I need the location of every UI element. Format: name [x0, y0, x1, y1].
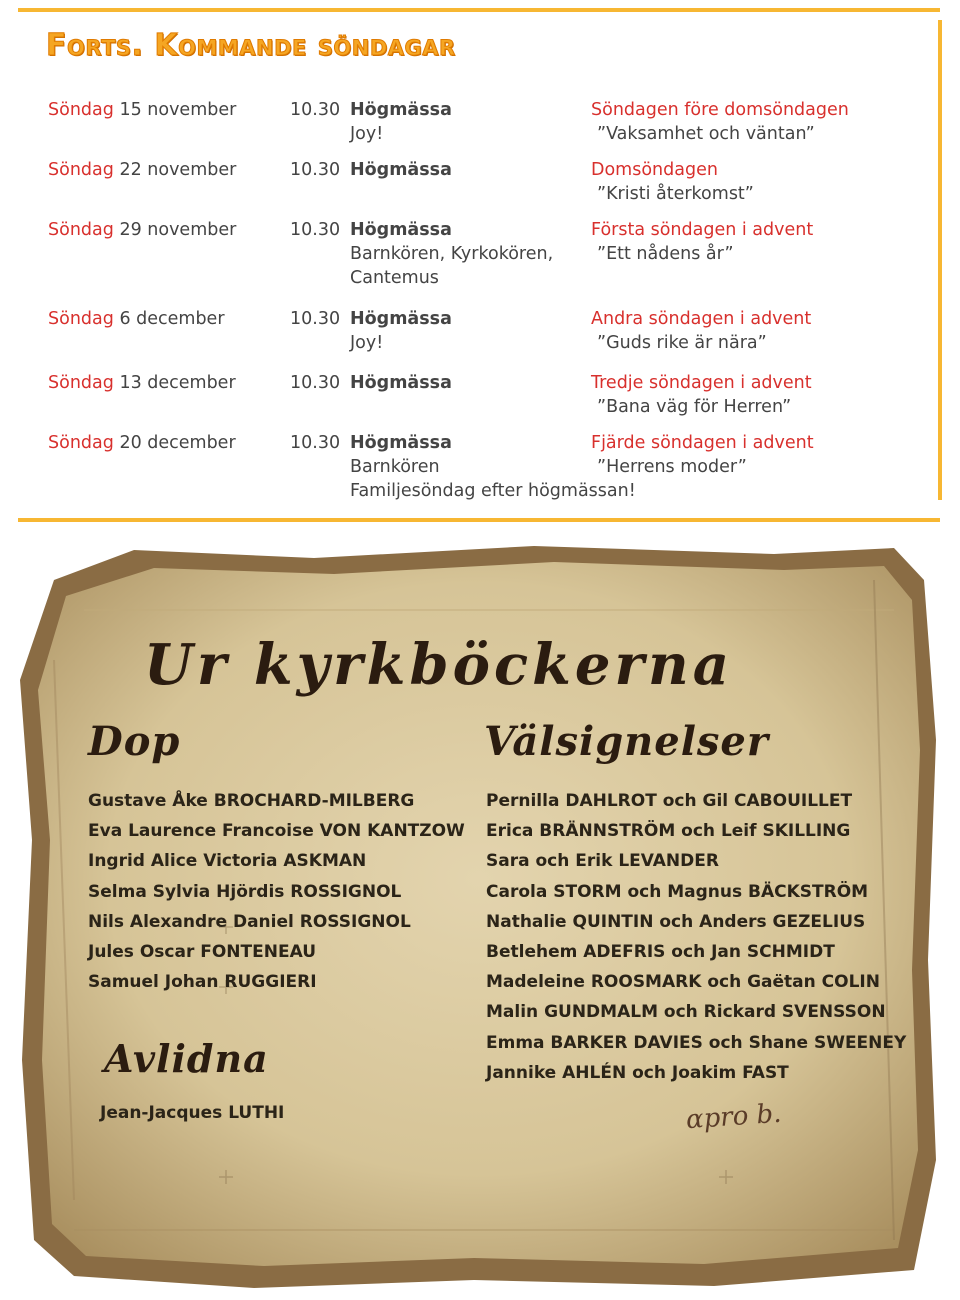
theme-name: Tredje söndagen i advent: [591, 373, 812, 393]
service-info: [350, 218, 553, 290]
name-entry: Nils Alexandre Daniel ROSSIGNOL: [88, 911, 411, 932]
date-value: 6 december: [119, 309, 225, 329]
service-time: 10.30: [290, 433, 341, 453]
date-value: 15 november: [119, 100, 237, 120]
day-name: Söndag: [48, 220, 114, 240]
parish-records-title: Ur kyrkböckerna: [144, 632, 734, 698]
dop-heading: Dop: [88, 718, 181, 765]
name-entry: Pernilla DAHLROT och Gil CABOUILLET: [486, 791, 853, 811]
sunday-theme: [591, 158, 754, 206]
name-entry: Nathalie QUINTIN och Anders GEZELIUS: [486, 911, 866, 932]
theme-motto: ”Bana väg för Herren”: [597, 397, 792, 417]
sunday-theme: [591, 218, 813, 266]
name-entry: Erica BRÄNNSTRÖM och Leif SKILLING: [486, 821, 851, 842]
sunday-theme: [591, 98, 849, 146]
valsignelser-heading: Välsignelser: [484, 718, 769, 765]
name-entry: Samuel Johan RUGGIERI: [88, 972, 317, 993]
date-value: 20 december: [119, 433, 236, 453]
parchment-panel: [14, 540, 942, 1292]
name-entry: Betlehem ADEFRIS och Jan SCHMIDT: [486, 941, 835, 962]
dop-list: [88, 786, 465, 997]
service-note: Barnkören: [350, 457, 440, 477]
service-info: [350, 158, 452, 182]
theme-name: Fjärde söndagen i advent: [591, 433, 814, 453]
schedule-date: [48, 371, 236, 395]
name-entry: Gustave Åke BROCHARD-MILBERG: [88, 791, 415, 811]
date-value: 13 december: [119, 373, 236, 393]
signature: ɑpro b.: [685, 1098, 783, 1136]
theme-motto: ”Vaksamhet och väntan”: [597, 124, 815, 144]
theme-name: Söndagen före domsöndagen: [591, 100, 849, 120]
service-time: 10.30: [290, 373, 341, 393]
page-heading: Forts. Kommande söndagar: [46, 28, 456, 63]
service-note: Joy!: [350, 124, 384, 144]
theme-motto: ”Ett nådens år”: [597, 244, 734, 264]
day-name: Söndag: [48, 433, 114, 453]
service-title: Högmässa: [350, 100, 452, 120]
schedule-date: [48, 218, 236, 242]
service-time: 10.30: [290, 220, 341, 240]
theme-motto: ”Guds rike är nära”: [597, 333, 767, 353]
schedule-date: [48, 307, 225, 331]
service-note: Cantemus: [350, 268, 439, 288]
sunday-theme: [591, 307, 811, 355]
avlidna-list: [100, 1098, 284, 1128]
service-title: Högmässa: [350, 373, 452, 393]
name-entry: Carola STORM och Magnus BÄCKSTRÖM: [486, 881, 869, 902]
schedule-date: [48, 158, 236, 182]
service-time: 10.30: [290, 160, 341, 180]
service-time: 10.30: [290, 100, 341, 120]
schedule-date: [48, 98, 236, 122]
name-entry: Jules Oscar FONTENEAU: [88, 941, 317, 962]
theme-name: Domsöndagen: [591, 160, 718, 180]
name-entry: Ingrid Alice Victoria ASKMAN: [88, 851, 367, 872]
service-time: 10.30: [290, 309, 341, 329]
schedule-date: [48, 431, 236, 455]
day-name: Söndag: [48, 160, 114, 180]
sunday-theme: [591, 371, 812, 419]
service-title: Högmässa: [350, 309, 452, 329]
theme-name: Första söndagen i advent: [591, 220, 814, 240]
avlidna-heading: Avlidna: [104, 1036, 269, 1081]
name-entry: Sara och Erik LEVANDER: [486, 851, 719, 872]
name-entry: Malin GUNDMALM och Rickard SVENSSON: [486, 1002, 886, 1023]
frame-right-line: [938, 20, 942, 500]
name-entry: Selma Sylvia Hjördis ROSSIGNOL: [88, 881, 402, 902]
service-title: Högmässa: [350, 160, 452, 180]
theme-motto: ”Herrens moder”: [597, 457, 747, 477]
day-name: Söndag: [48, 373, 114, 393]
name-entry: Emma BARKER DAVIES och Shane SWEENEY: [486, 1032, 907, 1053]
name-entry: Jannike AHLÉN och Joakim FAST: [486, 1062, 789, 1083]
frame-top-line: [18, 8, 940, 12]
service-title: Högmässa: [350, 220, 452, 240]
service-note: Joy!: [350, 333, 384, 353]
service-info: [350, 307, 452, 355]
date-value: 22 november: [119, 160, 237, 180]
frame-bottom-line: [18, 518, 940, 522]
service-note: Barnkören, Kyrkokören,: [350, 244, 554, 264]
date-value: 29 november: [119, 220, 237, 240]
service-note: Familjesöndag efter högmässan!: [350, 481, 636, 501]
valsignelser-list: [486, 786, 906, 1088]
service-info: [350, 371, 452, 395]
service-title: Högmässa: [350, 433, 452, 453]
day-name: Söndag: [48, 100, 114, 120]
name-entry: Madeleine ROOSMARK och Gaëtan COLIN: [486, 972, 880, 993]
theme-name: Andra söndagen i advent: [591, 309, 812, 329]
theme-motto: ”Kristi återkomst”: [597, 184, 754, 204]
name-entry: Eva Laurence Francoise VON KANTZOW: [88, 821, 465, 842]
day-name: Söndag: [48, 309, 114, 329]
service-info: [350, 98, 452, 146]
sunday-theme: [591, 431, 814, 479]
name-entry: Jean-Jacques LUTHI: [100, 1103, 285, 1123]
